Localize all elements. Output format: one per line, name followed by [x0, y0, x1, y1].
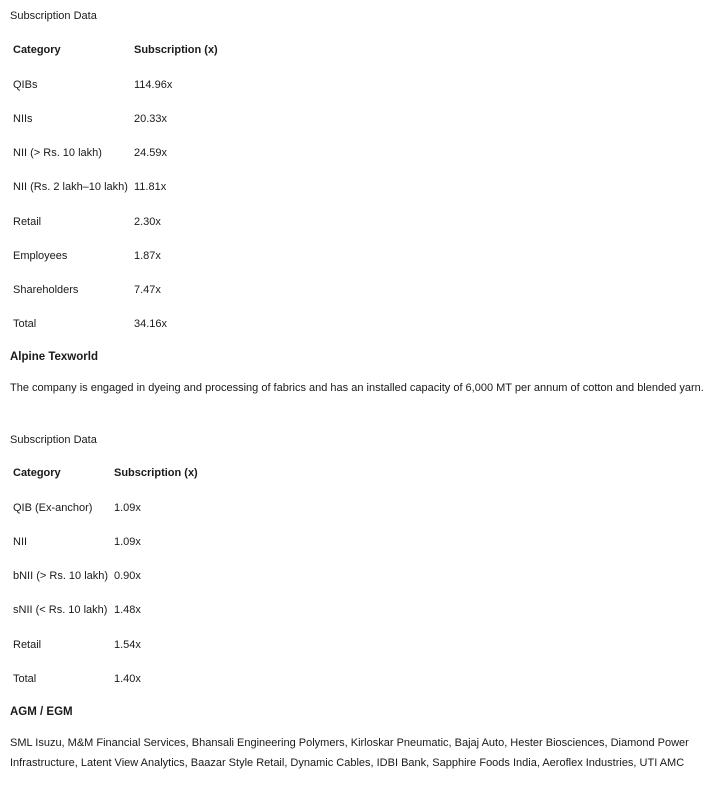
table2-row-value: 1.09x	[114, 536, 141, 548]
table2-row-category: bNII (> Rs. 10 lakh)	[13, 570, 109, 582]
agm-egm-company-list: SML Isuzu, M&M Financial Services, Bhansali Engineering Polymers, Kirloskar Pneumatic, Bajaj Auto, Hester Biosciences, Diamond Power Infrastructure, Latent View Analytics, Baazar Style Retail, Dynamic Cables, IDBI Bank, Sapphire Foods India, Aeroflex Industries, UTI AMC	[10, 737, 689, 769]
table2-row-value: 0.90x	[114, 570, 141, 582]
table1-row-category: NIIs	[13, 113, 33, 125]
table1-row-value: 7.47x	[134, 284, 161, 296]
table2-row-value: 1.54x	[114, 639, 141, 651]
table1-header-subscription: Subscription (x)	[134, 44, 218, 56]
company-description: The company is engaged in dyeing and processing of fabrics and has an installed capacity of 6,000 MT per annum of cotton and blended yarn.	[10, 382, 704, 394]
company-heading-alpine-texworld: Alpine Texworld	[10, 351, 98, 363]
table1-row-category: QIBs	[13, 79, 38, 91]
table2-row-value: 1.48x	[114, 604, 141, 616]
table1-row-category: NII (> Rs. 10 lakh)	[13, 147, 102, 159]
table1-row-value: 114.96x	[134, 79, 173, 91]
table1-row-value: 1.87x	[134, 250, 161, 262]
table2-row-category: Total	[13, 673, 37, 685]
table2-row-category: Retail	[13, 639, 42, 651]
agm-egm-heading: AGM / EGM	[10, 706, 73, 718]
table2-header-subscription: Subscription (x)	[114, 467, 198, 479]
table2-header-category: Category	[13, 467, 61, 479]
table2-row-value: 1.40x	[114, 673, 141, 685]
table1-row-category: Employees	[13, 250, 68, 262]
table2-row-value: 1.09x	[114, 502, 141, 514]
table1-row-category: Shareholders	[13, 284, 79, 296]
table1-row-value: 24.59x	[134, 147, 168, 159]
table1-row-value: 34.16x	[134, 318, 168, 330]
table2-row-category: sNII (< Rs. 10 lakh)	[13, 604, 108, 616]
subscription-data-caption-2: Subscription Data	[10, 434, 97, 446]
table1-row-category: Retail	[13, 216, 42, 228]
table1-header-category: Category	[13, 44, 61, 56]
table1-row-category: Total	[13, 318, 37, 330]
subscription-data-caption-1: Subscription Data	[10, 10, 97, 22]
table1-row-category: NII (Rs. 2 lakh–10 lakh)	[13, 181, 128, 193]
table1-row-value: 20.33x	[134, 113, 168, 125]
table2-row-category: NII	[13, 536, 28, 548]
table1-row-value: 2.30x	[134, 216, 161, 228]
table2-row-category: QIB (Ex-anchor)	[13, 502, 93, 514]
table1-row-value: 11.81x	[134, 181, 167, 193]
